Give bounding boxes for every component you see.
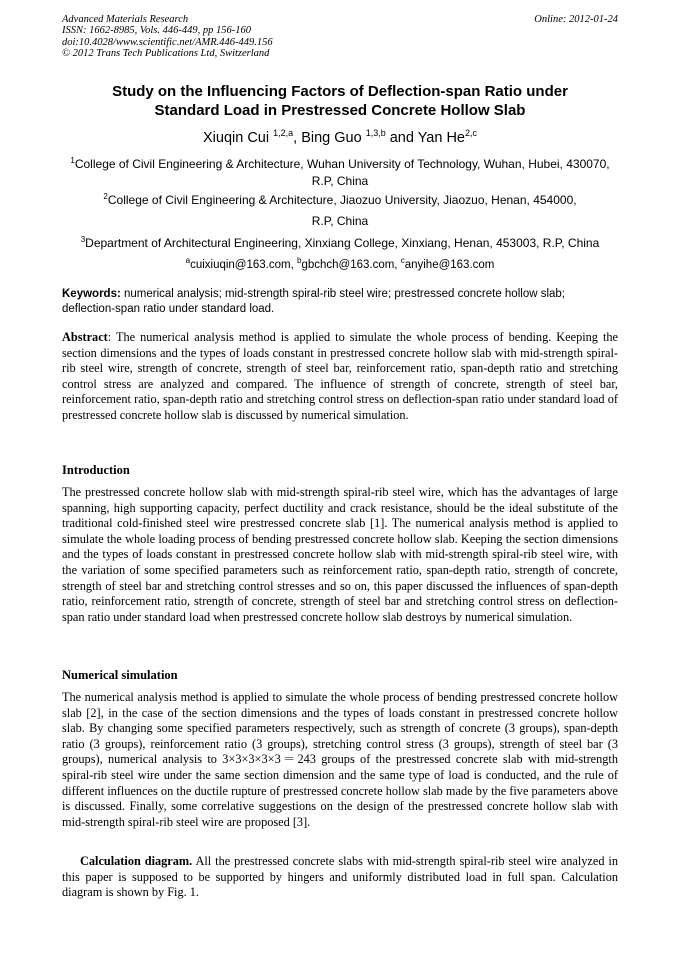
affiliation-text: College of Civil Engineering & Architecture, Jiaozuo University, Jiaozuo, Henan, 454000, <box>107 193 577 207</box>
affiliation-3 <box>60 235 620 252</box>
calculation-diagram-label: Calculation diagram. <box>80 854 193 868</box>
affiliation-superscript: 2 <box>103 192 108 201</box>
email-address: gbchch@163.com, <box>301 259 401 271</box>
publication-header <box>62 14 618 60</box>
author-superscript: 1,3,b <box>365 128 386 138</box>
affiliation-text: Department of Architectural Engineering, Xinxiang College, Xinxiang, Henan, 453003, R.P, China <box>85 236 600 250</box>
author-name: Xiuqin Cui <box>202 130 274 146</box>
email-superscript: c <box>400 256 405 265</box>
affiliation-2 <box>62 192 618 230</box>
issn-line: ISSN: 1662-8985, Vols. 446-449, pp 156-160 <box>62 25 251 37</box>
author-superscript: 1,2,a <box>273 128 294 138</box>
title-line-1: Study on the Influencing Factors of Deflection-span Ratio under <box>112 83 568 100</box>
affiliation-superscript: 3 <box>80 235 86 244</box>
email-address: anyihe@163.com <box>404 259 495 271</box>
affiliation-1 <box>62 156 618 190</box>
affiliation-text: College of Civil Engineering & Architecture, Wuhan University of Technology, Wuhan, Hubei, 430070, R.P, China <box>74 157 610 188</box>
title-line-2: Standard Load in Prestressed Concrete Hollow Slab <box>154 102 526 119</box>
paper-title <box>62 82 618 120</box>
author-superscript: 2,c <box>465 128 478 138</box>
email-line <box>62 257 618 273</box>
abstract-text: : The numerical analysis method is applied to simulate the whole process of bending. Keeping the section dimensions and the types of loads constant in prestressed concrete hollow slab with mid-strength spiral-rib steel wire, strength of concrete, strength of steel bar, reinforcement ratio, span-depth ratio and stretching control stress are analyzed and compared. The influence of strength of concrete, strength of steel bar, reinforcement ratio, span-depth ratio and stretching control stress on deflection-span ratio under standard load of prestressed concrete hollow slab is discussed by numerical simulation. <box>62 330 618 422</box>
affiliation-text: R.P, China <box>311 214 369 228</box>
online-date: Online: 2012-01-24 <box>534 14 618 25</box>
doi-line: doi:10.4028/www.scientific.net/AMR.446-449.156 <box>62 36 273 48</box>
section-heading-numerical-simulation: Numerical simulation <box>62 668 178 682</box>
journal-name: Advanced Materials Research <box>62 14 189 25</box>
numerical-simulation-paragraph: The numerical analysis method is applied to simulate the whole process of bending prestressed concrete hollow slab [2], in the case of the section dimensions and the types of loads constant in prestressed concrete hollow slab. By changing some specified parameters respectively, such as strength of concrete (3 groups), span-depth ratio (3 groups), reinforcement ratio (3 groups), stretching control stress (3 groups), strength of steel bar (3 groups), numerical analysis to 3×3×3×3×3＝243 groups of the prestressed concrete slab with mid-strength spiral-rib steel wire under the same section dimension and the same type of load is conducted, and the rule of different influences on the ductile rupture of prestressed concrete hollow slab made by the five parameters above is discussed. Finally, some correlative suggestions on the design of the prestressed concrete hollow slab with mid-strength spiral-rib steel wire are proposed [3]. <box>62 690 618 829</box>
copyright-line: © 2012 Trans Tech Publications Ltd, Switzerland <box>62 48 270 60</box>
abstract-label: Abstract <box>62 330 108 344</box>
keywords-label: Keywords: <box>62 288 121 300</box>
abstract <box>62 330 618 424</box>
calculation-diagram-paragraph <box>62 854 618 901</box>
email-superscript: a <box>185 256 191 265</box>
keywords <box>62 287 618 316</box>
section-heading-introduction: Introduction <box>62 463 130 477</box>
introduction-paragraph: The prestressed concrete hollow slab with mid-strength spiral-rib steel wire, which has the advantages of large spanning, high supporting capacity, perfect ductility and crack resistance, should be the ideal substitute of the traditional cold-finished steel wire prestressed concrete slab [1]. The numerical analysis method is applied to simulate the whole loading process of bending prestressed concrete hollow slab. Keeping the section dimensions and the types of loads constant in prestressed concrete hollow slab with mid-strength spiral-rib steel wire, with the variation of some specified parameters such as reinforcement ratio, span-depth ratio, strength of concrete, strength of steel bar and stretching control stresses and so on, this paper discussed the influences of span-depth ratio, reinforcement ratio, strength of concrete, strength of steel bar and stretching control stress on deflection-span ratio under standard load when prestressed concrete hollow slab destroys by numerical simulation. <box>62 485 618 624</box>
author-list <box>62 129 618 147</box>
calculation-diagram-text: All the prestressed concrete slabs with mid-strength spiral-rib steel wire analyzed in this paper is supposed to be supported by hingers and uniformly distributed load in full span. Calculation diagram is shown by Fig. 1. <box>62 854 618 900</box>
author-name: , Bing Guo <box>293 130 366 146</box>
email-superscript: b <box>296 256 302 265</box>
email-address: cuixiuqin@163.com, <box>190 259 297 271</box>
author-name: and Yan He <box>385 130 465 146</box>
keywords-text: numerical analysis; mid-strength spiral-rib steel wire; prestressed concrete hollow slab; deflection-span ratio under standard load. <box>62 288 566 315</box>
affiliation-superscript: 1 <box>70 156 75 165</box>
